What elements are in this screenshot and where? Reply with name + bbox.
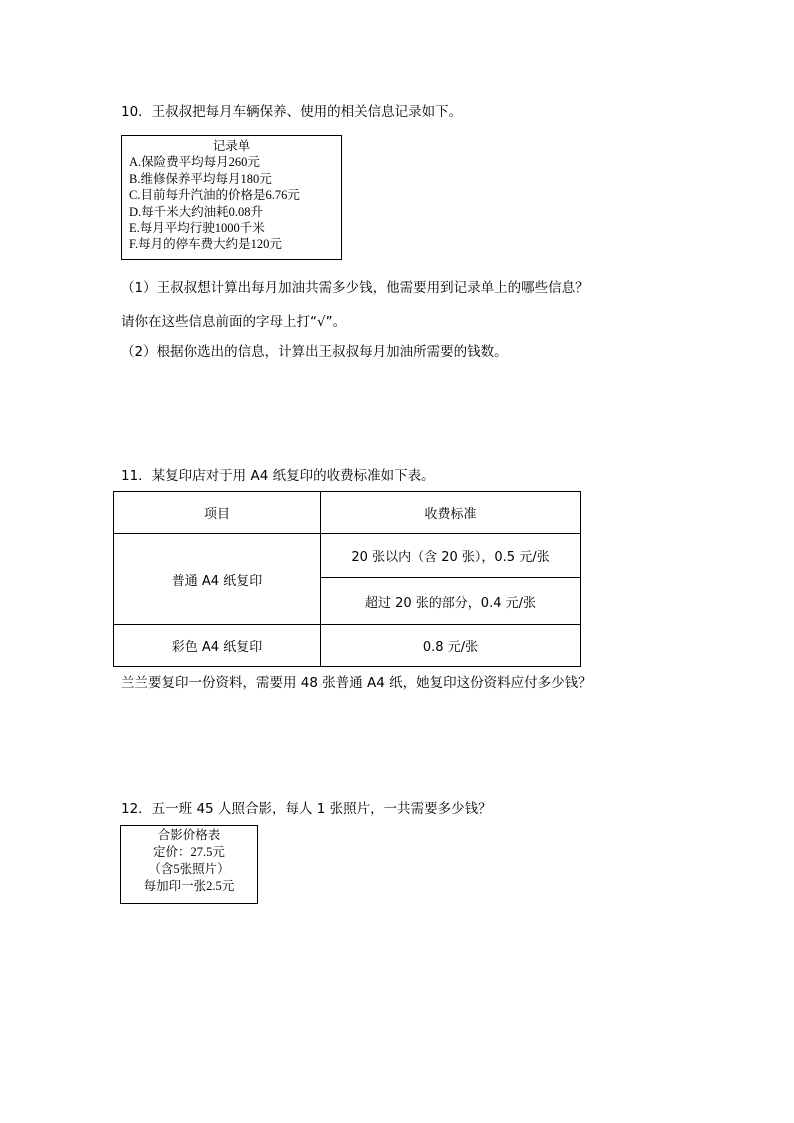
q10-part1-line2: 请你在这些信息前面的字母上打“√”。	[121, 314, 347, 330]
photo-price-line1: 定价：27.5元	[153, 845, 225, 859]
table-cell-color-item: 彩色 A4 纸复印	[114, 625, 321, 667]
q10-title: 10．王叔叔把每月车辆保养、使用的相关信息记录如下。	[121, 104, 463, 120]
photo-price-line2: （含5张照片）	[148, 862, 230, 876]
record-item-d: D.每千米大约油耗0.08升	[129, 204, 264, 219]
q11-question: 兰兰要复印一份资料，需要用 48 张普通 A4 纸，她复印这份资料应付多少钱？	[121, 675, 592, 691]
table-row	[114, 534, 581, 578]
q10-part1-line1: （1）王叔叔想计算出每月加油共需多少钱，他需要用到记录单上的哪些信息？	[121, 280, 589, 296]
q10-part2: （2）根据你选出的信息，计算出王叔叔每月加油所需要的钱数。	[121, 344, 508, 360]
copy-price-table	[113, 491, 581, 667]
table-cell-regular-standard-b: 超过 20 张的部分，0.4 元/张	[321, 578, 581, 625]
table-cell-regular-item: 普通 A4 纸复印	[114, 534, 321, 625]
table-header-item: 项目	[114, 492, 321, 534]
table-header-standard: 收费标准	[321, 492, 581, 534]
table-cell-regular-standard-a: 20 张以内（含 20 张），0.5 元/张	[321, 534, 581, 578]
record-item-c: C.目前每升汽油的价格是6.76元	[129, 188, 300, 203]
q11-title: 11．某复印店对于用 A4 纸复印的收费标准如下表。	[121, 468, 435, 484]
record-sheet	[121, 135, 342, 260]
record-item-e: E.每月平均行驶1000千米	[129, 221, 265, 236]
photo-price-line3: 每加印一张2.5元	[143, 879, 235, 893]
record-item-a: A.保险费平均每月260元	[129, 155, 260, 170]
photo-price-box	[120, 825, 258, 904]
q12-title: 12．五一班 45 人照合影，每人 1 张照片，一共需要多少钱？	[121, 801, 492, 817]
table-cell-color-standard: 0.8 元/张	[321, 625, 581, 667]
photo-price-heading: 合影价格表	[157, 828, 221, 842]
table-header-row	[114, 492, 581, 534]
record-item-b: B.维修保养平均每月180元	[129, 171, 272, 186]
record-item-f: F.每月的停车费大约是120元	[129, 237, 282, 252]
record-sheet-heading: 记录单	[212, 139, 251, 153]
table-row	[114, 625, 581, 667]
